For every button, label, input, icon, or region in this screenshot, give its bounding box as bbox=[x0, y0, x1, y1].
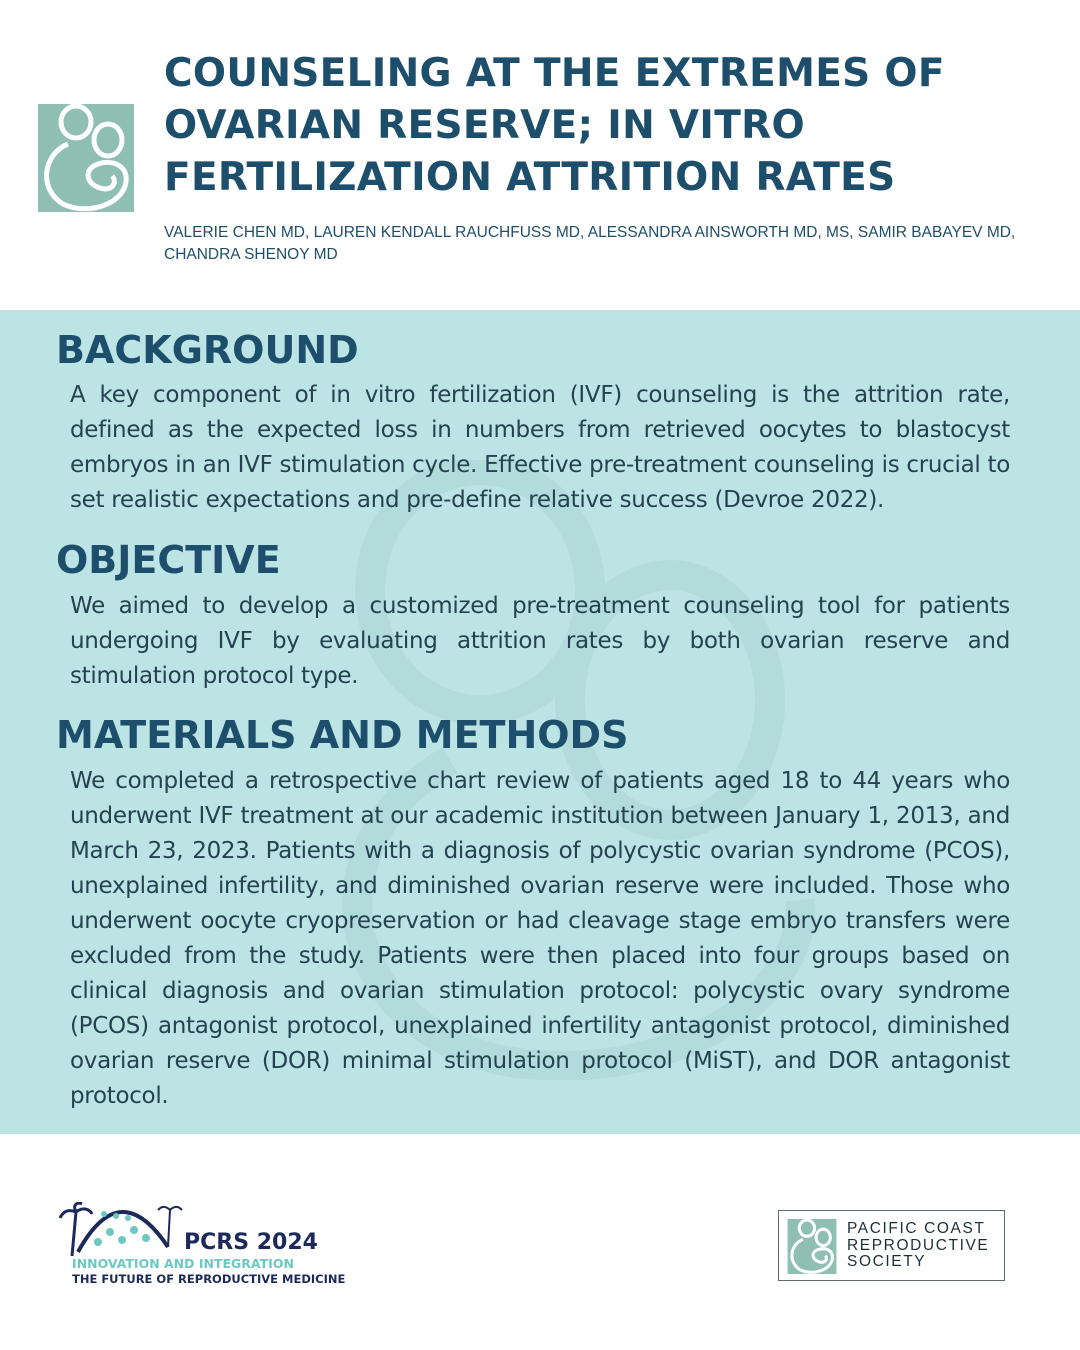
author-list: VALERIE CHEN MD, LAUREN KENDALL RAUCHFUSS MD, ALESSANDRA AINSWORTH MD, MS, SAMIR BABAYEV MD, CHANDRA SHENOY MD bbox=[164, 224, 1016, 263]
section-heading-methods: MATERIALS AND METHODS bbox=[56, 713, 629, 757]
pacific-coast-reproductive-society-logo bbox=[778, 1210, 1005, 1281]
section-heading-background: BACKGROUND bbox=[56, 328, 359, 372]
section-body-background: A key component of in vitro fertilization (IVF) counseling is the attrition rate, defined as the expected loss in numbers from retrieved oocytes to blastocyst embryos in an IVF stimulation cycle. Effective pre-treatment counseling is crucial to set realistic expectations and pre-define relative success (Devroe 2022). bbox=[70, 382, 1010, 513]
society-name-line2: REPRODUCTIVE bbox=[847, 1236, 990, 1254]
section-heading-objective: OBJECTIVE bbox=[56, 538, 281, 582]
pcrs-tagline: INNOVATION AND INTEGRATION bbox=[72, 1256, 294, 1271]
society-name-line1: PACIFIC COAST bbox=[847, 1220, 986, 1237]
society-logo-icon bbox=[38, 104, 134, 212]
pcrs-subtitle: THE FUTURE OF REPRODUCTIVE MEDICINE bbox=[72, 1272, 346, 1286]
pcrs-name: PCRS 2024 bbox=[184, 1230, 318, 1255]
section-body-methods: We completed a retrospective chart review of patients aged 18 to 44 years who underwent IVF treatment at our academic institution between January 1, 2013, and March 23, 2023. Patients with a diagnosis of polycystic ovarian syndrome (PCOS), unexplained infertility, and diminished ovarian reserve were included. Those who underwent oocyte cryopreservation or had cleavage stage embryo transfers were excluded from the study. Patients were then placed into four groups based on clinical diagnosis and ovarian stimulation protocol: polycystic ovary syndrome (PCOS) antagonist protocol, unexplained infertility antagonist protocol, diminished ovarian reserve (DOR) minimal stimulation protocol (MiST), and DOR antagonist protocol. bbox=[70, 768, 1010, 1109]
society-small-logo-icon bbox=[787, 1219, 837, 1274]
section-body-objective: We aimed to develop a customized pre-treatment counseling tool for patients undergoing IVF by evaluating attrition rates by both ovarian reserve and stimulation protocol type. bbox=[70, 593, 1010, 689]
dna-palm-icon bbox=[58, 1202, 183, 1258]
poster-title: COUNSELING AT THE EXTREMES OF OVARIAN RESERVE; IN VITRO FERTILIZATION ATTRITION RATES bbox=[164, 51, 945, 200]
content-panel bbox=[0, 310, 1080, 1134]
society-name-line3: SOCIETY bbox=[847, 1253, 927, 1270]
pcrs-2024-logo bbox=[58, 1202, 378, 1292]
